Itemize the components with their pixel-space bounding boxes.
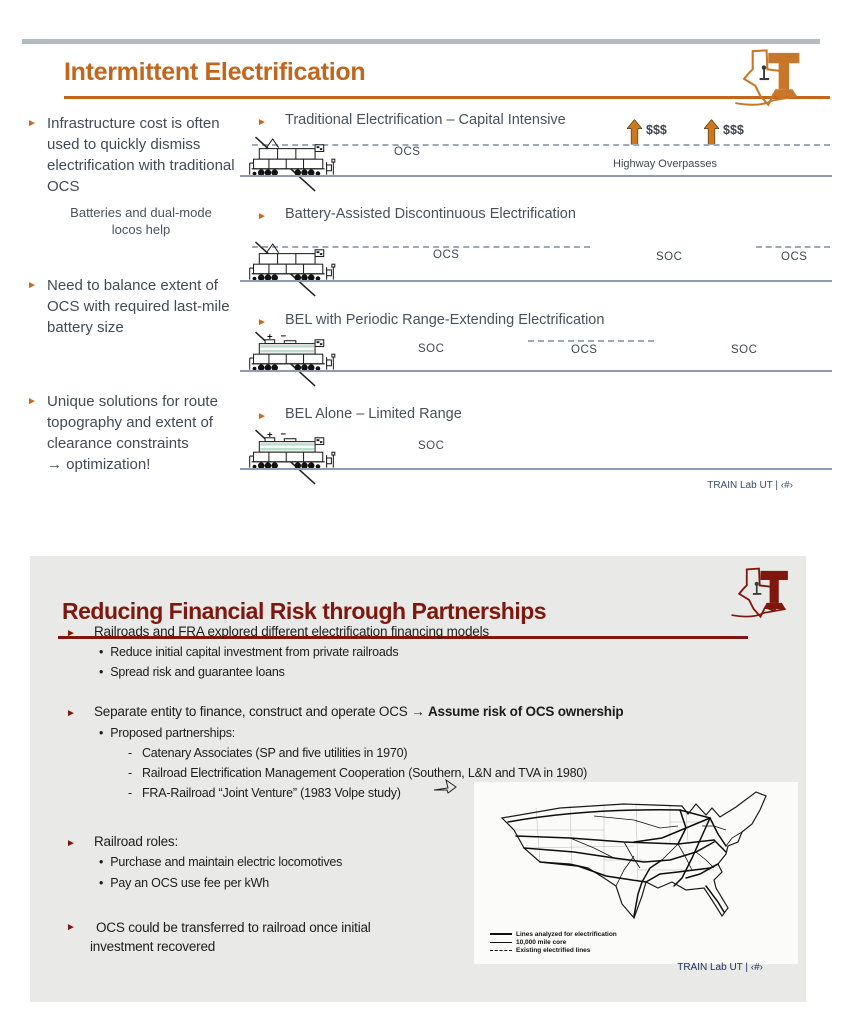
sub-text: Railroad Electrification Management Cooperation (Southern, L&N and TVA in 1980): [141, 766, 588, 780]
slide1-bullet-2: Need to balance extent of OCS with required last-mile battery size: [47, 277, 230, 336]
sub-text: Spread risk and guarantee loans: [110, 665, 285, 679]
slide2-bullet-4: OCS could be transferred to railroad once initial investment recovered: [90, 920, 371, 954]
pointer-arrow-icon: [432, 778, 458, 794]
slide2-bullet-2-normal: Separate entity to finance, construct and operate OCS →: [94, 704, 428, 719]
row3-header: BEL with Periodic Range-Extending Electrification: [285, 312, 605, 328]
slide2-proposed-partnerships: [99, 726, 235, 740]
electric-locomotive-icon: [242, 136, 342, 192]
bullet-arrow-icon: ►: [27, 396, 37, 407]
slide2-bullet-3-sub-2: [99, 876, 269, 890]
row1-overpass-label: Highway Overpasses: [613, 158, 717, 170]
row2-label-1: OCS: [433, 249, 460, 261]
row2-header: Battery-Assisted Discontinuous Electrification: [285, 206, 576, 222]
bullet-arrow-icon: ►: [27, 118, 37, 129]
legend-label: Existing electrified lines: [516, 946, 591, 954]
row3-ocs-wire: [528, 340, 654, 342]
row4-track: [240, 468, 832, 470]
money-label: $$$: [723, 123, 744, 137]
bullet-arrow-icon: ►: [66, 922, 76, 933]
row1-header: Traditional Electrification – Capital Intensive: [285, 112, 566, 128]
cost-up-arrow-icon: [627, 118, 642, 146]
bullet-arrow-icon: ►: [257, 117, 267, 128]
row3-label-1: SOC: [418, 343, 445, 355]
electric-locomotive-icon: [242, 241, 342, 297]
battery-locomotive-icon: [242, 429, 342, 485]
slide2-partnership-3: [128, 786, 401, 800]
us-rail-map: [474, 782, 798, 964]
sub-text: Proposed partnerships:: [110, 726, 236, 740]
legend-item: [490, 938, 617, 946]
legend-line-sample: [490, 950, 512, 951]
row3-label-3: SOC: [731, 344, 758, 356]
train-lab-texas-logo-icon: [733, 46, 807, 110]
slide2-partnership-1: [128, 746, 407, 760]
slide1-footer: TRAIN Lab UT | ‹#›: [707, 480, 793, 491]
row1-wire-label: OCS: [394, 146, 421, 158]
slide1-bullet-1: Infrastructure cost is often used to quickly dismiss electrification with traditional OCS: [47, 115, 235, 195]
row2-label-2: SOC: [656, 251, 683, 263]
slide2-bullet-3-sub-1: [99, 855, 342, 869]
row2-label-3: OCS: [781, 251, 808, 263]
legend-label: Lines analyzed for electrification: [516, 930, 617, 938]
sub-text: FRA-Railroad “Joint Venture” (1983 Volpe study): [141, 786, 401, 800]
train-lab-texas-logo-icon: [730, 560, 794, 626]
row1-track: [240, 175, 832, 177]
slide-top-divider: [22, 39, 820, 44]
sub-text: Pay an OCS use fee per kWh: [110, 876, 269, 890]
legend-line-sample: [490, 942, 512, 943]
slide1-bullet-1-sub: Batteries and dual-mode locos help: [70, 205, 212, 237]
bullet-arrow-icon: ►: [257, 317, 267, 328]
money-label: $$$: [646, 123, 667, 137]
slide1-bullet-3-text: Unique solutions for route topography and extent of clearance constraints: [47, 393, 218, 452]
slide2-partnership-2: [128, 766, 587, 780]
slide2-bullet-1: Railroads and FRA explored different electrification financing models: [94, 624, 489, 639]
bullet-arrow-icon: ►: [66, 838, 76, 849]
sub-text: Reduce initial capital investment from private railroads: [110, 645, 399, 659]
cost-up-arrow-icon: [704, 118, 719, 146]
bullet-arrow-icon: ►: [257, 411, 267, 422]
sub-text: Catenary Associates (SP and five utilities in 1970): [141, 746, 408, 760]
row2-track: [240, 280, 832, 282]
row2-ocs-wire-2: [756, 246, 830, 248]
battery-locomotive-icon: [242, 331, 342, 387]
slide1-title: Intermittent Electrification: [64, 58, 366, 86]
slide2-footer: TRAIN Lab UT | ‹#›: [677, 962, 763, 973]
bullet-arrow-icon: ►: [66, 628, 76, 639]
sub-text: Purchase and maintain electric locomotives: [110, 855, 343, 869]
slide1-bullet-3-optimization: → optimization!: [47, 456, 151, 473]
slide1-title-underline: [64, 96, 830, 99]
legend-label: 10,000 mile core: [516, 938, 567, 946]
slide1-bullet-3: [47, 391, 245, 475]
slide2-bullet-1-sub-2: [99, 665, 285, 679]
bullet-arrow-icon: ►: [66, 708, 76, 719]
row3-label-2: OCS: [571, 344, 598, 356]
map-legend: [490, 930, 617, 954]
row4-label-1: SOC: [418, 440, 445, 452]
bullet-arrow-icon: ►: [27, 280, 37, 291]
bullet-arrow-icon: ►: [257, 211, 267, 222]
legend-item: [490, 946, 617, 954]
row4-header: BEL Alone – Limited Range: [285, 406, 462, 422]
legend-line-sample: [490, 933, 512, 935]
legend-item: [490, 930, 617, 938]
slide2-bullet-3: Railroad roles:: [94, 834, 179, 849]
slide2-title: Reducing Financial Risk through Partnerships: [62, 598, 547, 624]
slide2-bullet-2: [94, 704, 623, 719]
row3-track: [240, 370, 832, 372]
slide2-bullet-2-bold: Assume risk of OCS ownership: [428, 704, 624, 719]
slide2-bullet-1-sub-1: [99, 645, 398, 659]
